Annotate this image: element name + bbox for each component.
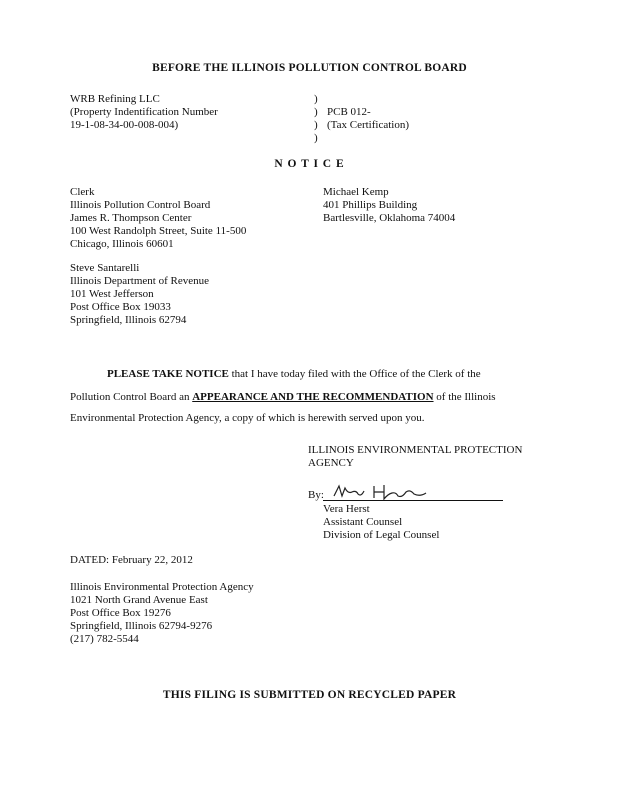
filing-title: APPEARANCE AND THE RECOMMENDATION (192, 391, 434, 403)
address-line: Post Office Box 19276 (70, 606, 171, 619)
address-line: Post Office Box 19033 (70, 300, 171, 313)
by-label: By: (308, 489, 324, 501)
notice-paragraph-line-2 (70, 391, 550, 404)
address-line: Steve Santarelli (70, 262, 140, 274)
phone-number: (217) 782-5544 (70, 632, 139, 645)
caption-paren: ) (314, 93, 318, 105)
address-line: Bartlesville, Oklahoma 74004 (323, 211, 456, 224)
address-line: Michael Kemp (323, 186, 389, 198)
address-line: Illinois Environmental Protection Agency (70, 581, 254, 593)
caption-right-blank (327, 93, 409, 106)
signatory-title: Assistant Counsel (323, 515, 403, 528)
notice-paragraph-line-1 (107, 368, 587, 381)
signature-agency (308, 444, 522, 470)
address-line: Illinois Pollution Control Board (70, 198, 211, 211)
page-title: BEFORE THE ILLINOIS POLLUTION CONTROL BOARD (152, 62, 467, 74)
address-line: 100 West Randolph Street, Suite 11-500 (70, 224, 247, 237)
handwritten-signature (330, 482, 440, 502)
property-id-line-1: (Property Indentification Number (70, 105, 218, 118)
case-caption-left (70, 93, 218, 132)
address-santarelli (70, 262, 209, 327)
address-line: Springfield, Illinois 62794-9276 (70, 619, 213, 632)
notice-text: Pollution Control Board an (70, 391, 193, 403)
notice-text: that I have today filed with the Office of the Clerk of the (228, 368, 481, 380)
agency-name-line: AGENCY (308, 456, 354, 469)
case-type: (Tax Certification) (327, 118, 410, 131)
address-line: Clerk (70, 186, 95, 198)
address-clerk (70, 186, 246, 251)
address-line: Chicago, Illinois 60601 (70, 237, 174, 250)
agency-address (70, 581, 254, 646)
signatory-name: Vera Herst (323, 503, 370, 515)
notice-paragraph-line-3 (70, 412, 550, 425)
address-line: 401 Phillips Building (323, 198, 418, 211)
property-id-line-2: 19-1-08-34-00-008-004) (70, 118, 179, 131)
caption-paren: ) (314, 131, 318, 144)
notice-heading: N O T I C E (274, 158, 345, 170)
agency-name-line: ILLINOIS ENVIRONMENTAL PROTECTION (308, 444, 523, 456)
address-line: Illinois Department of Revenue (70, 274, 209, 287)
address-line: Springfield, Illinois 62794 (70, 313, 187, 326)
address-kemp (323, 186, 455, 225)
address-line: 101 West Jefferson (70, 287, 154, 300)
petitioner-name: WRB Refining LLC (70, 93, 160, 105)
notice-text: Environmental Protection Agency, a copy of which is herewith served upon you. (70, 412, 425, 424)
signatory (323, 503, 439, 542)
caption-paren: ) (314, 105, 318, 118)
case-caption-parens (314, 93, 318, 145)
case-caption-right (327, 93, 409, 132)
notice-text: of the Illinois (433, 391, 496, 403)
notice-lead: PLEASE TAKE NOTICE (107, 368, 229, 380)
date-line: DATED: February 22, 2012 (70, 554, 193, 566)
address-line: James R. Thompson Center (70, 211, 192, 224)
caption-paren: ) (314, 118, 318, 131)
signatory-division: Division of Legal Counsel (323, 528, 440, 541)
address-line: 1021 North Grand Avenue East (70, 593, 208, 606)
case-number: PCB 012- (327, 105, 371, 118)
recycled-paper-footer: THIS FILING IS SUBMITTED ON RECYCLED PAPER (162, 689, 457, 701)
